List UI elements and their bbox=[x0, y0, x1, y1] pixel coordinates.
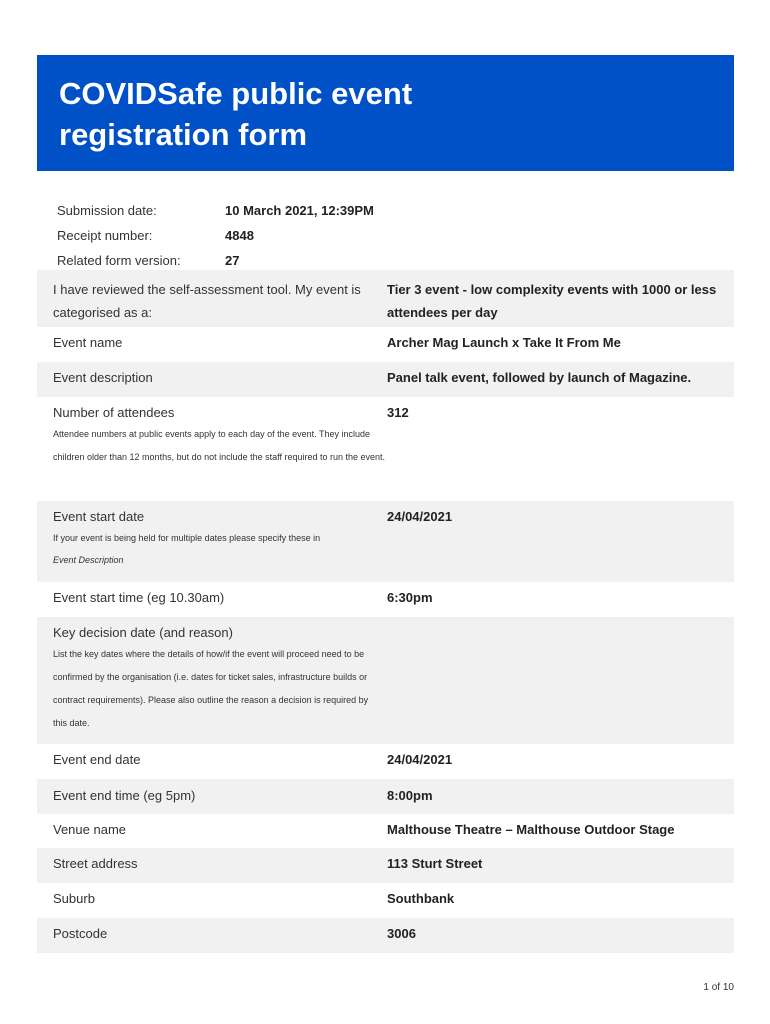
assessment-value: Tier 3 event - low complexity events with 1000 or less attendees per day bbox=[387, 282, 717, 320]
form-header bbox=[37, 55, 734, 171]
start-time-value: 6:30pm bbox=[387, 590, 433, 605]
street-address-value: 113 Sturt Street bbox=[387, 856, 483, 871]
event-name-label: Event name bbox=[53, 335, 123, 350]
postcode-value: 3006 bbox=[387, 926, 416, 941]
field-row-attendees bbox=[37, 397, 734, 501]
venue-value: Malthouse Theatre – Malthouse Outdoor Stage bbox=[387, 822, 675, 837]
street-address-label: Street address bbox=[53, 856, 138, 871]
end-date-label: Event end date bbox=[53, 752, 141, 767]
key-decision-label: Key decision date (and reason) bbox=[53, 625, 233, 640]
field-row-key-decision bbox=[37, 617, 734, 744]
submission-date-value: 10 March 2021, 12:39PM bbox=[225, 203, 374, 218]
key-decision-value bbox=[387, 625, 734, 744]
suburb-value: Southbank bbox=[387, 891, 455, 906]
page-number: 1 of 10 bbox=[703, 982, 734, 993]
form-fields bbox=[37, 270, 734, 953]
assessment-label: I have reviewed the self-assessment tool. My event is categorised as a: bbox=[53, 282, 361, 320]
receipt-number-row bbox=[57, 223, 374, 248]
page-title: COVIDSafe public event registration form bbox=[59, 76, 413, 152]
submission-meta bbox=[57, 198, 374, 273]
form-version-value: 27 bbox=[225, 253, 240, 268]
field-row-venue bbox=[37, 814, 734, 848]
submission-date-row bbox=[57, 198, 374, 223]
start-date-help-emphasis: Event Description bbox=[53, 555, 124, 565]
event-description-value: Panel talk event, followed by launch of Magazine. bbox=[387, 370, 692, 385]
venue-label: Venue name bbox=[53, 822, 127, 837]
field-row-assessment bbox=[37, 270, 734, 327]
field-row-end-date bbox=[37, 744, 734, 779]
attendees-label: Number of attendees bbox=[53, 405, 175, 420]
field-row-street-address bbox=[37, 848, 734, 883]
postcode-label: Postcode bbox=[53, 926, 108, 941]
attendees-help-text: Attendee numbers at public events apply to each day of the event. They include children older than 12 months, but do not include the staff required to run the event. bbox=[53, 429, 386, 462]
receipt-number-value: 4848 bbox=[225, 228, 254, 243]
end-time-label: Event end time (eg 5pm) bbox=[53, 788, 196, 803]
attendees-value: 312 bbox=[387, 405, 409, 420]
field-row-suburb bbox=[37, 883, 734, 918]
form-version-label: Related form version: bbox=[57, 253, 181, 268]
receipt-number-label: Receipt number: bbox=[57, 228, 153, 243]
key-decision-help-text: List the key dates where the details of how/if the event will proceed need to be confirmed by the organisation (i.e. dates for ticket sales, infrastructure builds or contract requirements). Please also outline the reason a decision is required by this date. bbox=[53, 649, 369, 728]
field-row-event-description bbox=[37, 362, 734, 397]
field-row-postcode bbox=[37, 918, 734, 953]
field-row-start-time bbox=[37, 582, 734, 617]
start-date-label: Event start date bbox=[53, 509, 145, 524]
event-name-value: Archer Mag Launch x Take It From Me bbox=[387, 335, 621, 350]
start-time-label: Event start time (eg 10.30am) bbox=[53, 590, 225, 605]
field-row-event-name bbox=[37, 327, 734, 362]
end-time-value: 8:00pm bbox=[387, 788, 433, 803]
submission-date-label: Submission date: bbox=[57, 203, 157, 218]
field-row-end-time bbox=[37, 779, 734, 814]
suburb-label: Suburb bbox=[53, 891, 95, 906]
end-date-value: 24/04/2021 bbox=[387, 752, 453, 767]
event-description-label: Event description bbox=[53, 370, 153, 385]
start-date-help-text: If your event is being held for multiple dates please specify these in bbox=[53, 533, 321, 543]
start-date-value: 24/04/2021 bbox=[387, 509, 453, 524]
field-row-start-date bbox=[37, 501, 734, 582]
